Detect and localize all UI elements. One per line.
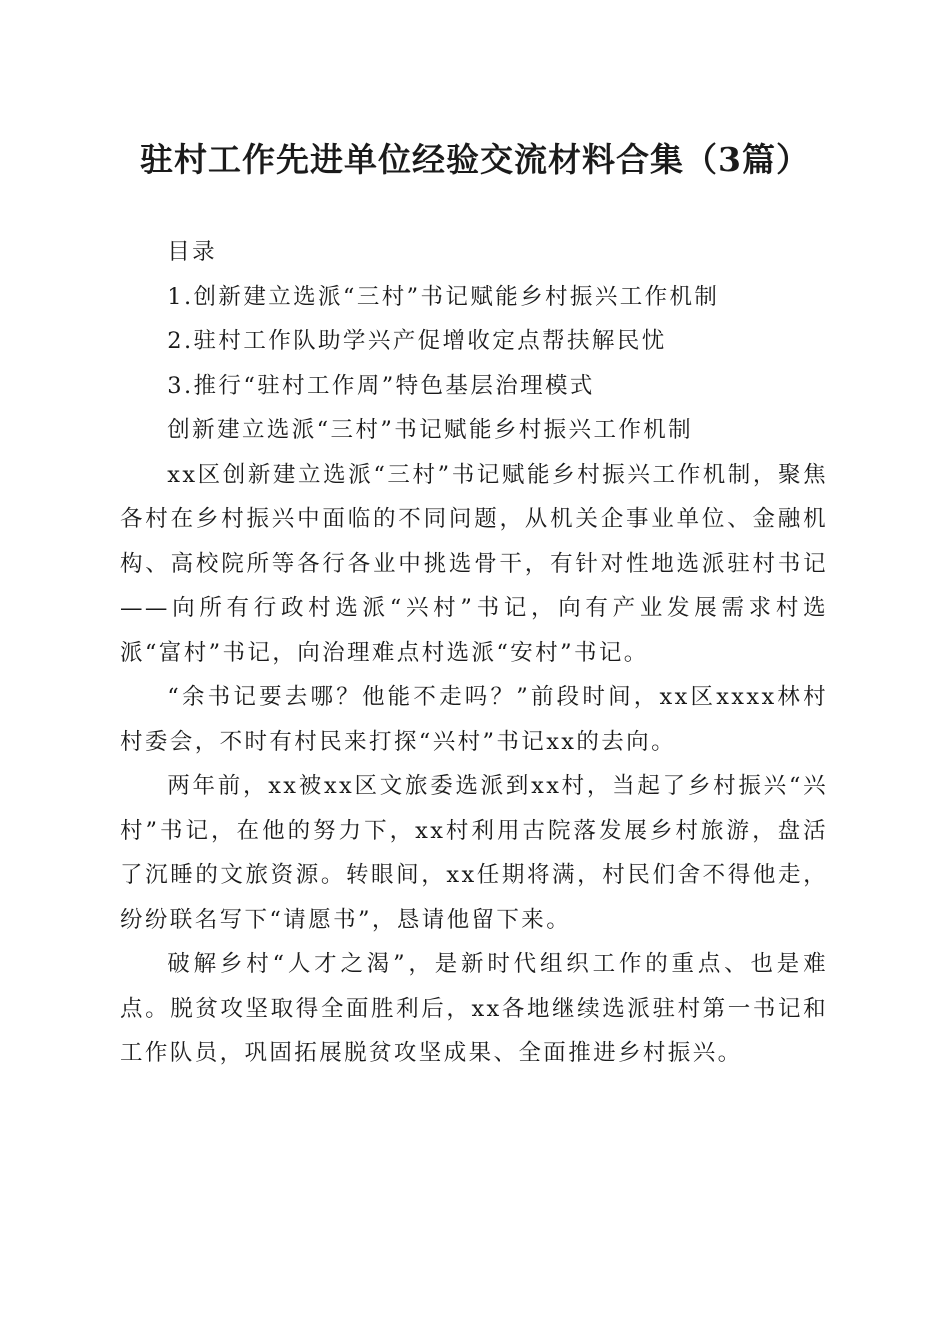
section-title: 创新建立选派“三村”书记赋能乡村振兴工作机制 xyxy=(167,417,694,443)
toc-item-3: 3.推行“驻村工作周”特色基层治理模式 xyxy=(167,372,595,399)
document-title: 驻村工作先进单位经验交流材料合集（3篇） xyxy=(140,140,810,179)
paragraph-2: “余书记要去哪？他能不走吗？”前段时间，xx区xxxx林村村委会，不时有村民来打探“兴村”书记xx的去向。 xyxy=(120,684,828,755)
toc-item-1: 1.创新建立选派“三村”书记赋能乡村振兴工作机制 xyxy=(167,283,720,310)
document-body xyxy=(120,230,828,1076)
paragraph-3: 两年前，xx被xx区文旅委选派到xx村，当起了乡村振兴“兴村”书记，在他的努力下，xx村利用古院落发展乡村旅游，盘活了沉睡的文旅资源。转眼间，xx任期将满，村民们舍不得他走，纷纷联名写下“请愿书”，恳请他留下来。 xyxy=(120,773,828,933)
toc-item-2: 2.驻村工作队助学兴产促增收定点帮扶解民忧 xyxy=(167,328,667,354)
paragraph-1: xx区创新建立选派“三村”书记赋能乡村振兴工作机制，聚焦各村在乡村振兴中面临的不同问题，从机关企事业单位、金融机构、高校院所等各行各业中挑选骨干，有针对性地选派驻村书记——向所有行政村选派“兴村”书记，向有产业发展需求村选派“富村”书记，向治理难点村选派“安村”书记。 xyxy=(120,461,828,666)
paragraph-4: 破解乡村“人才之渴”，是新时代组织工作的重点、也是难点。脱贫攻坚取得全面胜利后，xx各地继续选派驻村第一书记和工作队员，巩固拓展脱贫攻坚成果、全面推进乡村振兴。 xyxy=(120,951,828,1066)
toc-heading: 目录 xyxy=(167,239,218,265)
